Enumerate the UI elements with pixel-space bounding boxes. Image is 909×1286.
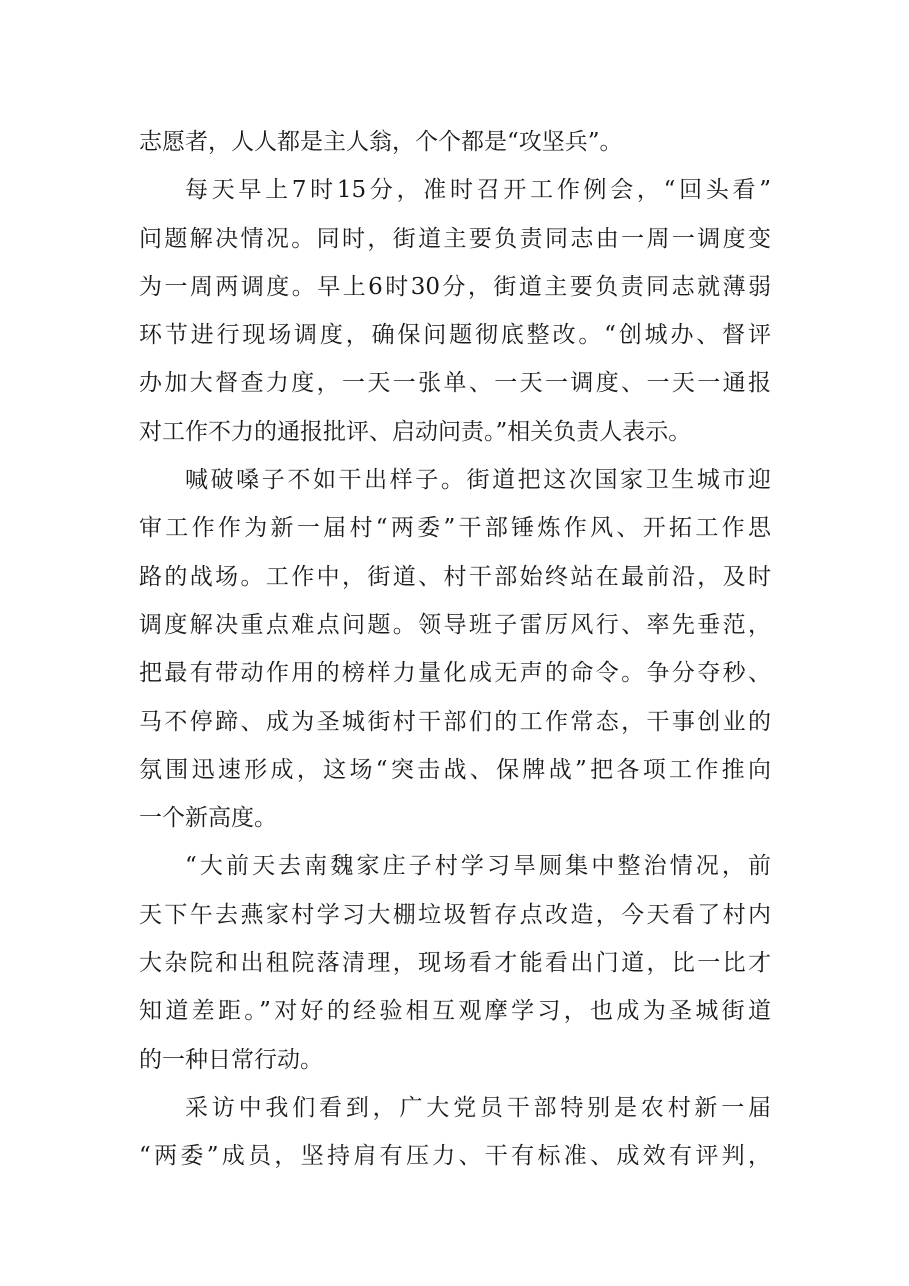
text-line: 知道差距。”对好的经验相互观摩学习，也成为圣城街道 <box>139 998 771 1025</box>
paragraph-first-line: “大前天去南魏家庄子村学习旱厕集中整治情况，前 <box>185 853 771 880</box>
text-line: 调度解决重点难点问题。领导班子雷厉风行、率先垂范， <box>139 611 771 638</box>
text-line: 为一周两调度。早上6时30分，街道主要负责同志就薄弱 <box>139 273 771 300</box>
article-body <box>139 118 771 1181</box>
text-line: 的一种日常行动。 <box>139 1046 323 1073</box>
text-line: 环节进行现场调度，确保问题彻底整改。“创城办、督评 <box>139 322 771 349</box>
text-line: 路的战场。工作中，街道、村干部始终站在最前沿，及时 <box>139 563 771 590</box>
text-line: 一个新高度。 <box>139 805 277 832</box>
text-line: 对工作不力的通报批评、启动问责。”相关负责人表示。 <box>139 418 692 445</box>
text-line: 问题解决情况。同时，街道主要负责同志由一周一调度变 <box>139 225 771 252</box>
text-line: “两委”成员，坚持肩有压力、干有标准、成效有评判， <box>139 1143 771 1170</box>
text-line: 志愿者，人人都是主人翁，个个都是“攻坚兵”。 <box>139 129 623 155</box>
text-line: 把最有带动作用的榜样力量化成无声的命令。争分夺秒、 <box>139 660 771 687</box>
text-line: 大杂院和出租院落清理，现场看才能看出门道，比一比才 <box>139 950 771 977</box>
paragraph-first-line: 采访中我们看到，广大党员干部特别是农村新一届 <box>185 1094 771 1121</box>
text-line: 天下午去燕家村学习大棚垃圾暂存点改造，今天看了村内 <box>139 901 771 928</box>
text-line: 马不停蹄、成为圣城街村干部们的工作常态，干事创业的 <box>139 708 771 735</box>
paragraph-first-line: 每天早上7时15分，准时召开工作例会，“回头看” <box>185 177 771 204</box>
text-line: 审工作作为新一届村“两委”干部锤炼作风、开拓工作思 <box>139 515 771 542</box>
text-line: 办加大督查力度，一天一张单、一天一调度、一天一通报 <box>139 370 771 397</box>
text-line: 氛围迅速形成，这场“突击战、保牌战”把各项工作推向 <box>139 756 771 783</box>
paragraph-first-line: 喊破嗓子不如干出样子。街道把这次国家卫生城市迎 <box>185 467 771 494</box>
